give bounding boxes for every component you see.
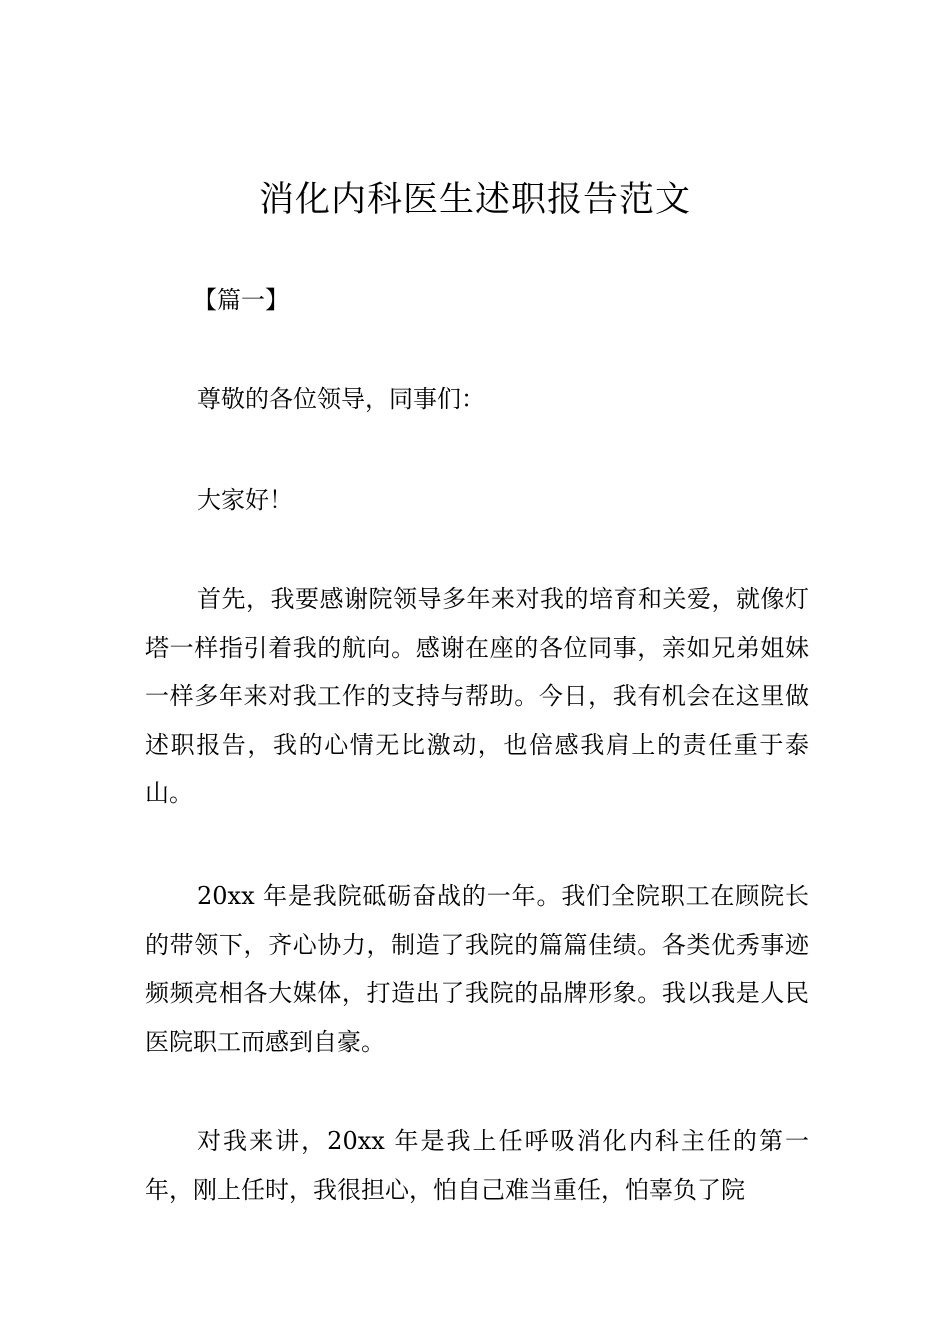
greeting: 大家好！: [197, 486, 293, 514]
salutation: 尊敬的各位领导，同事们：: [197, 385, 485, 413]
paragraph-1: 首先，我要感谢院领导多年来对我的培育和关爱，就像灯塔一样指引着我的航向。感谢在座的各位同事，亲如兄弟姐妹一样多年来对我工作的支持与帮助。今日，我有机会在这里做述职报告，我的心情无比激动，也倍感我肩上的责任重于泰山。: [145, 585, 809, 807]
paragraph-2: 20xx 年是我院砥砺奋战的一年。我们全院职工在顾院长的带领下，齐心协力，制造了我院的篇篇佳绩。各类优秀事迹频频亮相各大媒体，打造出了我院的品牌形象。我以我是人民医院职工而感到自豪。: [145, 882, 809, 1056]
document-title: 消化内科医生述职报告范文: [258, 180, 691, 220]
section-label: 【篇一】: [193, 286, 289, 314]
paragraph-3: 对我来讲，20xx 年是我上任呼吸消化内科主任的第一年，刚上任时，我很担心，怕自己难当重任，怕辜负了院: [145, 1127, 809, 1204]
